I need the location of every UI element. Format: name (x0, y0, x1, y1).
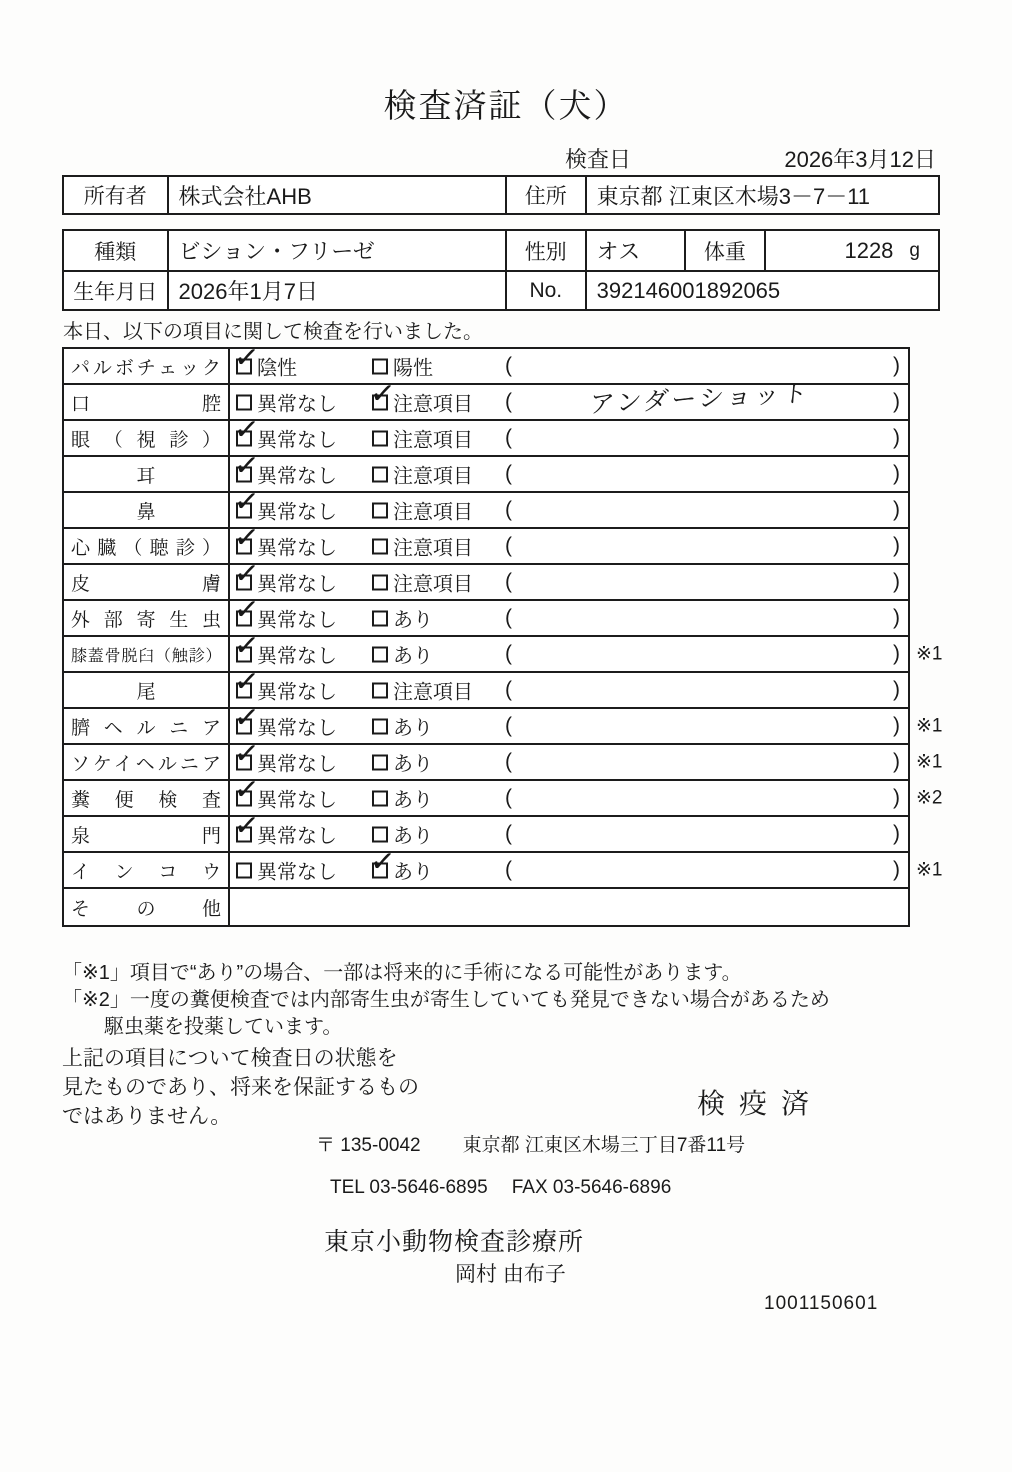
exam-item-label: パルボチェック (71, 357, 221, 379)
check-mark-icon: ✓ (232, 554, 261, 593)
option-1-label: 異常なし (257, 789, 337, 812)
option-1 (236, 388, 337, 417)
check-mark-icon: ✓ (232, 698, 261, 737)
exam-item-label: 臍ヘルニア (71, 717, 221, 739)
option-2-label: 注意項目 (393, 501, 473, 524)
breed-label: 種類 (94, 240, 137, 264)
checkbox-icon (232, 338, 261, 377)
inspection-date-line (565, 143, 936, 174)
footnote-mark: ※1 (916, 859, 943, 881)
paren-open: ( (505, 786, 512, 809)
no-label: No. (505, 272, 585, 309)
checkbox-icon (232, 770, 261, 809)
paren-close: ) (893, 462, 900, 485)
exam-row (64, 770, 943, 817)
checkbox-icon (232, 626, 261, 665)
exam-result-cell (230, 518, 908, 563)
option-1 (232, 662, 337, 705)
option-1-label: 陰性 (257, 357, 297, 380)
option-2 (372, 532, 473, 561)
sex-label: 性別 (505, 231, 585, 270)
exam-result-cell (230, 734, 908, 779)
exam-item-cell (64, 529, 230, 563)
inspection-date-value: 2026年3月12日 (784, 147, 936, 172)
footnote-2-cont: 駆虫薬を投薬しています。 (104, 1016, 343, 1038)
paren-close: ) (893, 570, 900, 593)
option-2-label: 注意項目 (393, 429, 473, 452)
paren-close: ) (893, 714, 900, 737)
paren-open: ( (505, 426, 512, 449)
option-2-label: 注意項目 (393, 681, 473, 704)
checkbox-icon (232, 410, 261, 449)
option-1-label: 異常なし (257, 537, 337, 560)
paren-close: ) (893, 534, 900, 557)
exam-item-label: 膝蓋骨脱臼（触診） (71, 647, 221, 665)
paren-open: ( (505, 462, 512, 485)
exam-result-cell (230, 662, 908, 707)
exam-row (64, 554, 908, 601)
paren-open: ( (505, 570, 512, 593)
checkbox-icon (372, 718, 388, 734)
option-2-label: あり (393, 789, 433, 812)
no-value: 392146001892065 (585, 272, 938, 309)
option-2 (372, 820, 433, 849)
checkbox-icon (232, 518, 261, 557)
handwritten-note: アンダーショット (588, 379, 812, 419)
exam-item-cell (64, 421, 230, 455)
exam-item-cell (64, 493, 230, 527)
exam-result-cell (230, 842, 908, 887)
exam-result-cell (230, 554, 908, 599)
weight-label: 体重 (684, 231, 764, 270)
exam-item-cell (64, 457, 230, 491)
option-1 (232, 518, 337, 561)
weight-unit: g (909, 239, 920, 261)
exam-row (64, 698, 943, 745)
paren-open: ( (505, 642, 512, 665)
option-1-label: 異常なし (257, 609, 337, 632)
option-1-label: 異常なし (257, 393, 337, 416)
option-2-label: 注意項目 (393, 537, 473, 560)
disclaimer: 上記の項目について検査日の状態を 見たものであり、将来を保証するもの ではありません。 (62, 1047, 419, 1128)
paren-close: ) (893, 786, 900, 809)
clinic-tel: TEL 03-5646-6895 (330, 1177, 488, 1198)
checkbox-icon (368, 374, 397, 413)
checkbox-icon (372, 574, 388, 590)
clinic-address-line (316, 1130, 745, 1157)
clinic-contact-line (330, 1177, 671, 1199)
option-2-label: 陽性 (393, 357, 433, 380)
paren-open: ( (505, 678, 512, 701)
option-1 (232, 410, 337, 453)
option-1-label: 異常なし (257, 501, 337, 524)
exam-row (64, 482, 908, 529)
option-1 (236, 856, 337, 885)
option-1 (232, 626, 337, 669)
exam-item-label: その他 (71, 898, 221, 920)
option-2 (372, 460, 473, 489)
exam-row (64, 410, 908, 457)
checkbox-icon (372, 502, 388, 518)
footnote-2: 「※2」一度の糞便検査では内部寄生虫が寄生していても発見できない場合があるため (62, 989, 830, 1011)
exam-item-cell (64, 889, 230, 925)
exam-item-label: 皮膚 (71, 573, 221, 595)
paren-open: ( (505, 750, 512, 773)
option-1 (232, 446, 337, 489)
exam-row (64, 518, 908, 565)
check-mark-icon: ✓ (232, 446, 261, 485)
option-1 (232, 590, 337, 633)
checkbox-icon (372, 790, 388, 806)
paren-open: ( (505, 354, 512, 377)
option-2 (372, 640, 433, 669)
exam-item-cell (64, 385, 230, 419)
exam-result-cell (230, 374, 908, 419)
checkbox-icon (236, 862, 252, 878)
option-2-label: あり (393, 609, 433, 632)
checkbox-icon (232, 554, 261, 593)
clinic-address: 東京都 江東区木場三丁目7番11号 (462, 1135, 746, 1156)
option-1-label: 異常なし (257, 429, 337, 452)
option-2-label: 注意項目 (393, 465, 473, 488)
exam-result-cell (230, 698, 908, 743)
exam-item-cell (64, 637, 230, 671)
option-2-label: あり (393, 645, 433, 668)
option-1 (232, 806, 337, 849)
checkbox-icon (236, 394, 252, 410)
option-1 (232, 734, 337, 777)
option-1 (232, 482, 337, 525)
option-2 (372, 352, 433, 381)
check-mark-icon: ✓ (232, 590, 261, 629)
checkbox-icon (232, 482, 261, 521)
exam-item-cell (64, 781, 230, 815)
exam-row (64, 662, 908, 709)
check-mark-icon: ✓ (232, 662, 261, 701)
option-2 (372, 784, 433, 813)
option-1 (232, 554, 337, 597)
exam-row (64, 889, 908, 925)
option-1-label: 異常なし (257, 573, 337, 596)
paren-close: ) (893, 498, 900, 521)
paren-open: ( (505, 858, 512, 881)
exam-item-label: 心臓（聴診） (71, 537, 221, 559)
owner-label: 所有者 (83, 185, 147, 208)
option-2 (372, 676, 473, 705)
exam-row (64, 626, 943, 673)
check-mark-icon: ✓ (232, 806, 261, 845)
exam-item-cell (64, 673, 230, 707)
option-2-label: あり (393, 753, 433, 776)
check-mark-icon: ✓ (232, 518, 261, 557)
option-1-label: 異常なし (257, 681, 337, 704)
exam-result-cell (230, 590, 908, 635)
option-2 (372, 424, 473, 453)
paren-open: ( (505, 606, 512, 629)
checkbox-icon (232, 662, 261, 701)
birthdate-label: 生年月日 (73, 280, 158, 304)
exam-item-cell (64, 565, 230, 599)
option-1-label: 異常なし (257, 861, 337, 884)
exam-item-label: ソケイヘルニア (71, 753, 221, 775)
checkbox-icon (372, 466, 388, 482)
check-mark-icon: ✓ (232, 770, 261, 809)
paren-close: ) (893, 354, 900, 377)
paren-open: ( (505, 534, 512, 557)
option-1 (232, 338, 297, 381)
exam-item-label: 口腔 (71, 393, 221, 415)
option-2 (372, 568, 473, 597)
paren-open: ( (505, 390, 512, 413)
quarantine-stamp: 検疫済 (697, 1088, 824, 1119)
exam-item-cell (64, 601, 230, 635)
option-2 (368, 374, 473, 417)
paren-close: ) (893, 642, 900, 665)
paren-open: ( (505, 714, 512, 737)
checkbox-icon (372, 358, 388, 374)
checkbox-icon (232, 734, 261, 773)
exam-result-cell (230, 482, 908, 527)
handwritten-note (560, 336, 840, 351)
option-2 (368, 842, 433, 885)
option-1 (232, 770, 337, 813)
footnote-mark: ※1 (916, 751, 943, 773)
breed-value: ビション・フリーゼ (167, 231, 505, 270)
exam-item-label: 眼（視診） (71, 429, 221, 451)
footnotes (62, 960, 830, 1041)
check-mark-icon: ✓ (232, 734, 261, 773)
footnote-1: 「※1」項目で“あり”の場合、一部は将来的に手術になる可能性があります。 (62, 962, 742, 984)
checkbox-icon (232, 590, 261, 629)
option-1-label: 異常なし (257, 825, 337, 848)
exam-result-cell (230, 889, 908, 925)
paren-close: ) (893, 750, 900, 773)
exam-result-cell (230, 410, 908, 455)
exam-item-cell (64, 349, 230, 383)
exam-row (64, 446, 908, 493)
exam-item-label: インコウ (71, 861, 221, 883)
check-mark-icon: ✓ (232, 626, 261, 665)
info-box (62, 229, 940, 311)
sex-value: オス (585, 231, 685, 270)
paren-open: ( (505, 822, 512, 845)
exam-table (62, 338, 943, 927)
exam-item-label: 耳 (136, 465, 156, 487)
checkbox-icon (372, 646, 388, 662)
intro-text: 本日、以下の項目に関して検査を行いました。 (63, 321, 483, 343)
exam-item-label: 糞便検査 (71, 789, 221, 811)
exam-item-cell (64, 817, 230, 851)
option-2 (372, 604, 433, 633)
option-2-label: あり (393, 717, 433, 740)
checkbox-icon (372, 610, 388, 626)
document-code: 1001150601 (764, 1293, 879, 1314)
address-value: 東京都 江東区木場3－7－11 (585, 177, 938, 213)
owner-value: 株式会社AHB (167, 177, 505, 213)
check-mark-icon: ✓ (368, 842, 397, 881)
exam-result-cell (230, 446, 908, 491)
option-2 (372, 712, 433, 741)
address-label: 住所 (505, 177, 585, 213)
checkbox-icon (232, 446, 261, 485)
footnote-mark: ※1 (916, 715, 943, 737)
option-2-label: 注意項目 (393, 393, 473, 416)
checkbox-icon (372, 754, 388, 770)
postal-code: 〒 135-0042 (316, 1135, 421, 1156)
paren-close: ) (893, 426, 900, 449)
exam-row (64, 806, 908, 853)
footnote-mark: ※2 (916, 787, 943, 809)
option-1-label: 異常なし (257, 753, 337, 776)
exam-row (64, 842, 943, 889)
option-1 (232, 698, 337, 741)
exam-row (64, 590, 908, 637)
checkbox-icon (372, 538, 388, 554)
exam-result-cell (230, 626, 908, 671)
checkbox-icon (368, 842, 397, 881)
exam-item-cell (64, 853, 230, 887)
check-mark-icon: ✓ (232, 410, 261, 449)
paren-close: ) (893, 678, 900, 701)
exam-row (64, 374, 908, 421)
checkbox-icon (372, 826, 388, 842)
clinic-name: 東京小動物検査診療所 (324, 1228, 585, 1256)
exam-item-label: 泉門 (71, 825, 221, 847)
owner-box (62, 175, 940, 215)
check-mark-icon: ✓ (232, 482, 261, 521)
clinic-fax: FAX 03-5646-6896 (511, 1177, 672, 1198)
page-title: 検査済証（犬） (383, 87, 629, 124)
paren-close: ) (893, 390, 900, 413)
option-1-label: 異常なし (257, 717, 337, 740)
option-2-label: あり (393, 825, 433, 848)
exam-item-cell (64, 709, 230, 743)
paren-close: ) (893, 822, 900, 845)
check-mark-icon: ✓ (232, 338, 261, 377)
option-2-label: 注意項目 (393, 573, 473, 596)
checkbox-icon (232, 698, 261, 737)
birthdate-value: 2026年1月7日 (167, 272, 505, 309)
check-mark-icon: ✓ (368, 374, 397, 413)
option-1-label: 異常なし (257, 465, 337, 488)
exam-item-label: 鼻 (136, 501, 156, 523)
option-1-label: 異常なし (257, 645, 337, 668)
exam-row (64, 734, 943, 781)
checkbox-icon (232, 806, 261, 845)
veterinarian-name: 岡村 由布子 (455, 1263, 566, 1286)
exam-item-label: 外部寄生虫 (71, 609, 221, 631)
exam-result-cell (230, 770, 908, 815)
inspection-date-label: 検査日 (565, 147, 632, 172)
checkbox-icon (372, 430, 388, 446)
option-2 (372, 496, 473, 525)
option-2-label: あり (393, 861, 433, 884)
checkbox-icon (372, 682, 388, 698)
paren-close: ) (893, 606, 900, 629)
exam-item-label: 尾 (136, 681, 156, 703)
exam-item-cell (64, 745, 230, 779)
paren-open: ( (505, 498, 512, 521)
paren-close: ) (893, 858, 900, 881)
weight-value: 1228 g (764, 231, 938, 270)
footnote-mark: ※1 (916, 643, 943, 665)
option-2 (372, 748, 433, 777)
exam-result-cell (230, 806, 908, 851)
